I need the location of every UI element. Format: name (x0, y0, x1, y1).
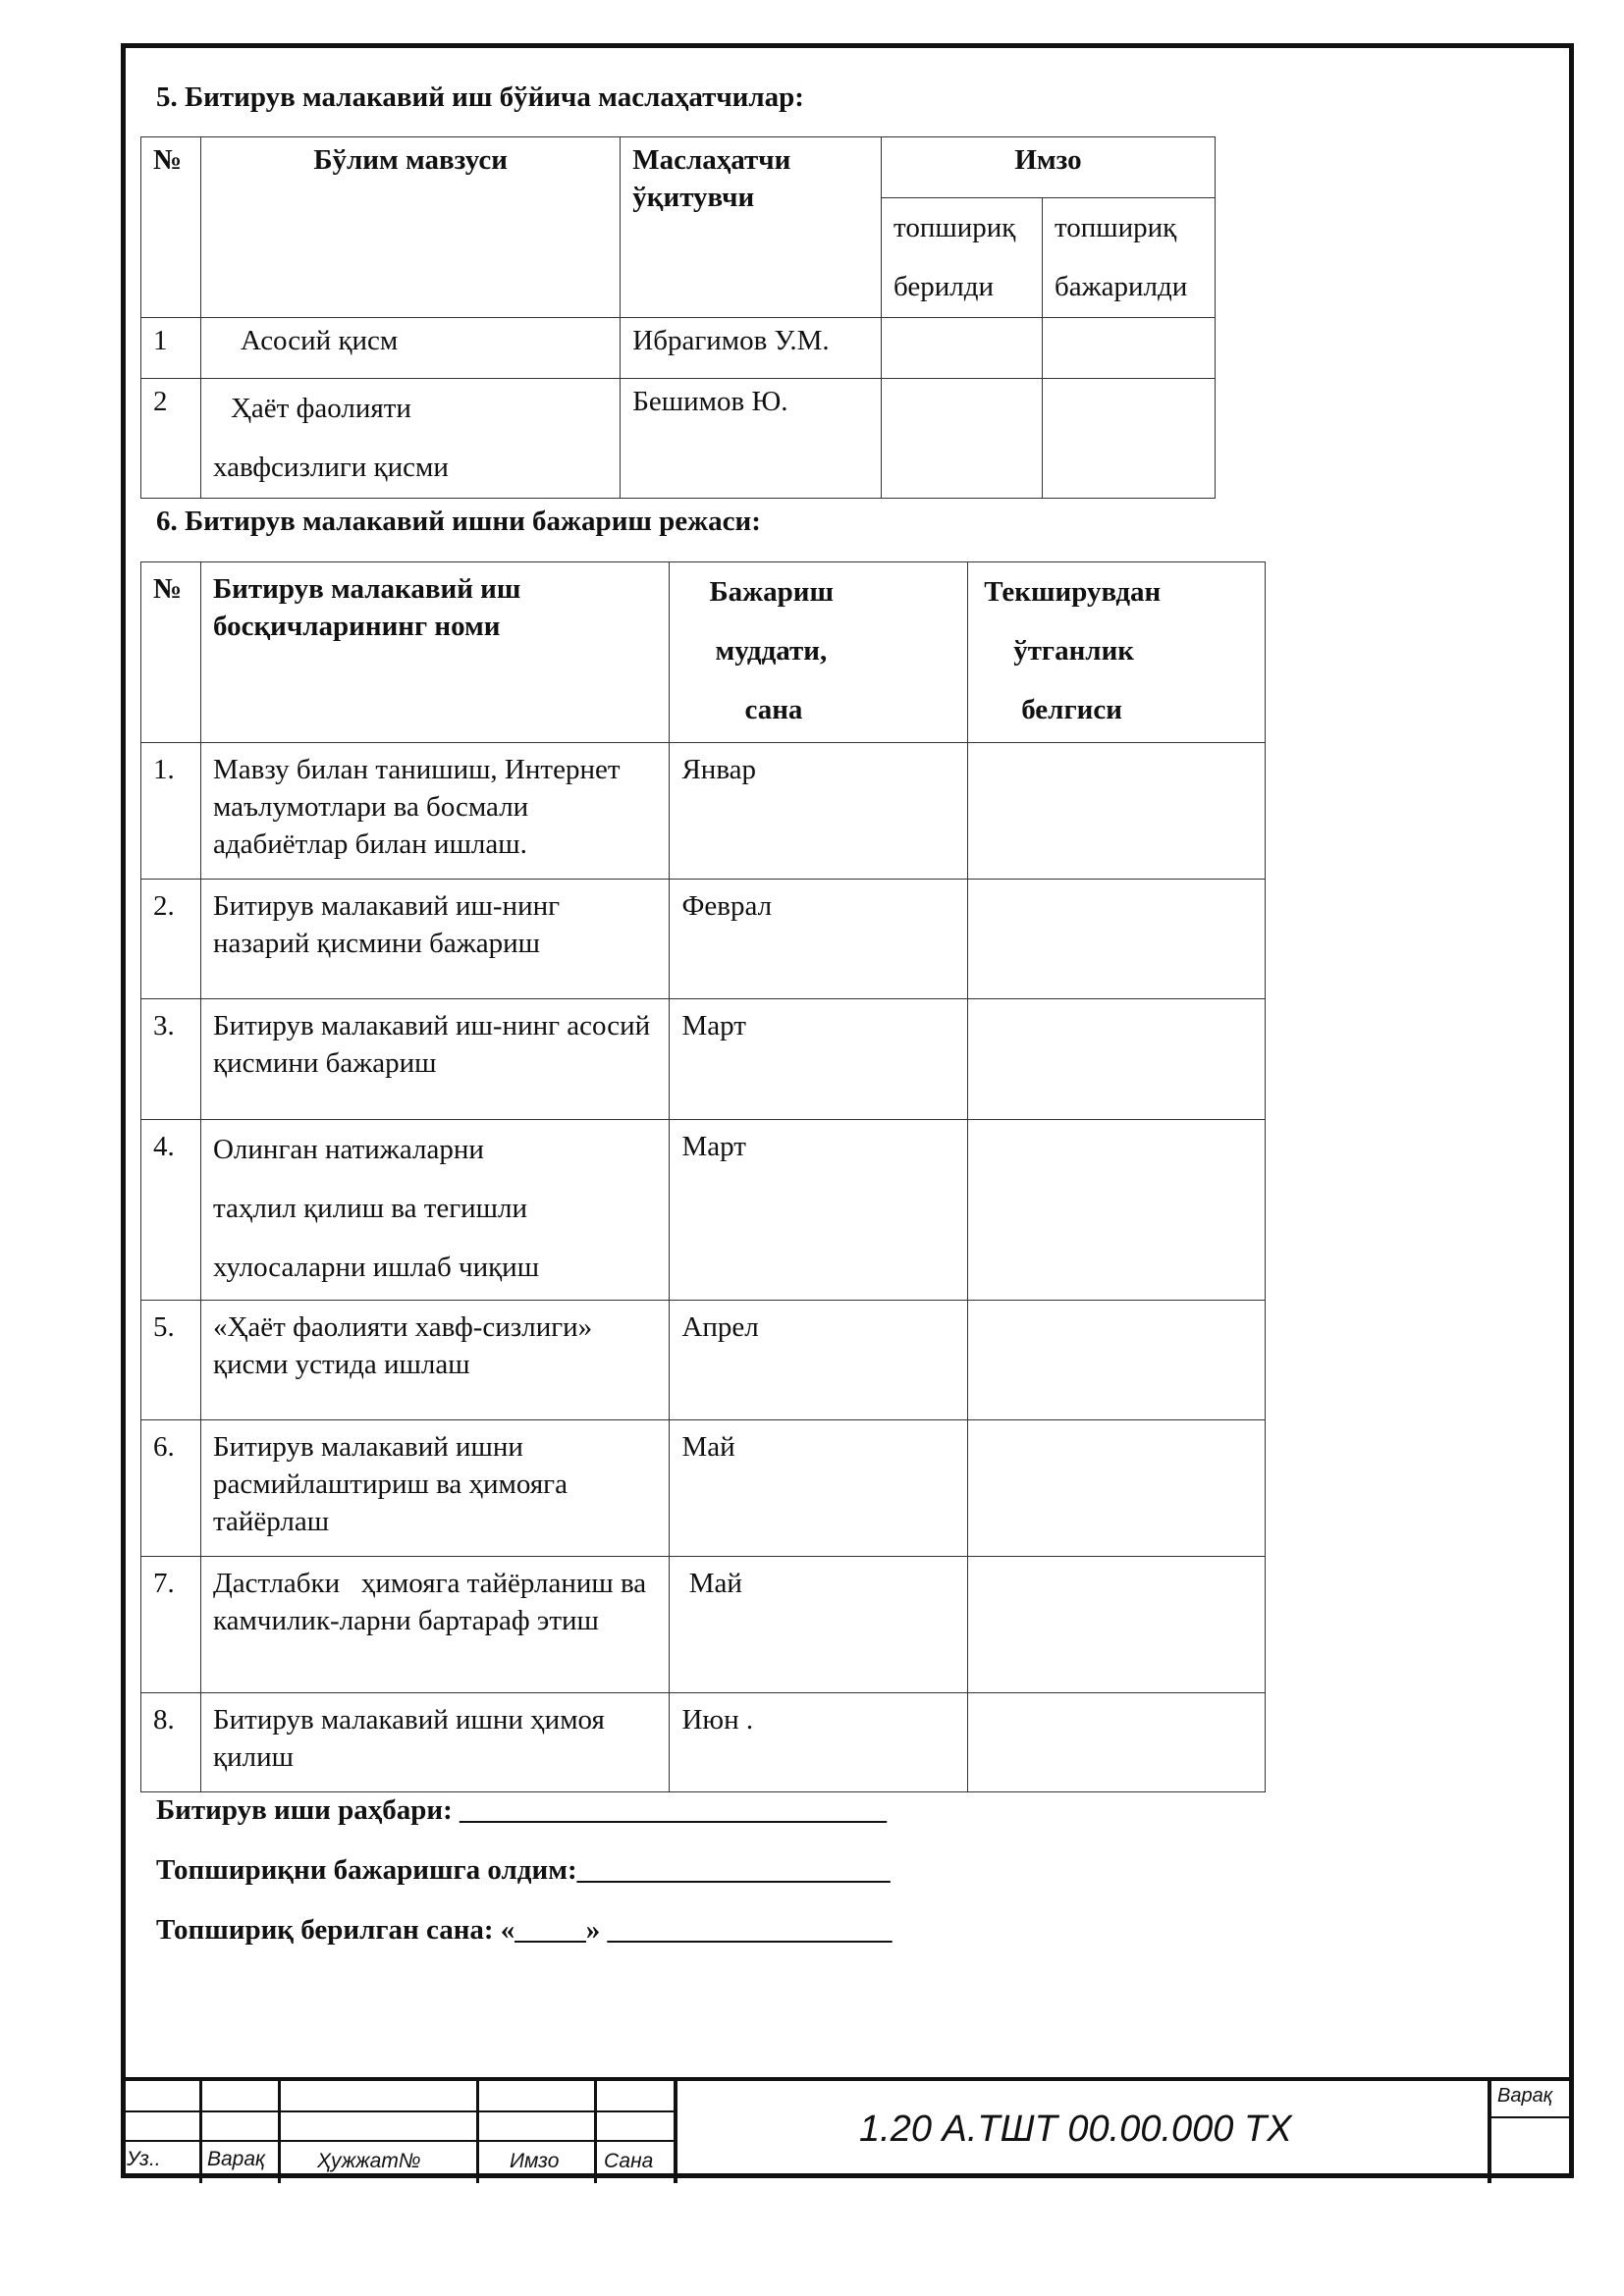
section5-title: 5. Битирув малакавий иш бўйича маслаҳатчилар: (156, 81, 804, 113)
row-stage: Битирув малакавий ишни расмийлаштириш ва ҳимояга тайёрлаш (200, 1420, 669, 1557)
table-row (141, 1557, 1266, 1693)
signature-cell (1043, 318, 1216, 379)
header-given: топшириқ берилди (882, 198, 1043, 318)
header-check (968, 562, 1266, 743)
document-code: 1.20 А.ТШТ 00.00.000 ТХ (859, 2109, 1292, 2150)
row-deadline: Апрел (670, 1301, 968, 1420)
row-stage: Битирув малакавий иш-нинг назарий қисмини бажариш (200, 880, 669, 999)
header-done: топшириқ бажарилди (1043, 198, 1216, 318)
row-num: 2. (141, 880, 201, 999)
row-stage (200, 1120, 669, 1301)
row-stage: Битирув малакавий ишни ҳимоя қилиш (200, 1693, 669, 1792)
check-cell (968, 1693, 1266, 1792)
header-deadline-line: Бажариш (709, 576, 834, 608)
header-advisor: Маслаҳатчи ўқитувчи (621, 137, 882, 318)
plan-table (140, 561, 1266, 1792)
table-row (141, 1420, 1266, 1557)
row-stage: Дастлабки ҳимояга тайёрланиш ва камчилик-ларни бартараф этиш (200, 1557, 669, 1693)
table-row (141, 880, 1266, 999)
row-advisor: Ибрагимов У.М. (621, 318, 882, 379)
advisors-table (140, 136, 1216, 499)
header-check-line: Текширувдан (984, 576, 1162, 608)
section6-title: 6. Битирув малакавий ишни бажариш режаси: (156, 506, 761, 537)
header-num: № (141, 562, 201, 743)
row-num: 1. (141, 743, 201, 880)
signature-cell (882, 379, 1043, 499)
stamp-col-varaq: Варақ (207, 2148, 265, 2170)
row-stage: Мавзу билан танишиш, Интернет маълумотлари ва босмали адабиётлар билан ишлаш. (200, 743, 669, 880)
table-row (141, 999, 1266, 1120)
supervisor-line: Битирув иши раҳбари: ______________________________ (156, 1794, 888, 1826)
header-check-line: ўтганлик (1013, 635, 1134, 667)
row-num: 6. (141, 1420, 201, 1557)
row-deadline: Июн . (670, 1693, 968, 1792)
row-num: 4. (141, 1120, 201, 1301)
check-cell (968, 999, 1266, 1120)
signature-cell (882, 318, 1043, 379)
row-stage-line: хулосаларни ишлаб чиқиш (212, 1252, 540, 1283)
row-deadline: Май (670, 1557, 968, 1693)
row-deadline: Феврал (670, 880, 968, 999)
table-row (141, 318, 1216, 379)
row-stage: «Ҳаёт фаолияти хавф-сизлиги» қисми устида ишлаш (200, 1301, 669, 1420)
row-topic (200, 379, 620, 499)
check-cell (968, 743, 1266, 880)
row-advisor: Бешимов Ю. (621, 379, 882, 499)
header-deadline (670, 562, 968, 743)
title-block (121, 2077, 1574, 2178)
accepted-line: Топшириқни бажаришга олдим:______________________ (156, 1854, 891, 1886)
check-cell (968, 1420, 1266, 1557)
check-cell (968, 1120, 1266, 1301)
date-line: Топшириқ берилган сана: «_____» ____________________ (156, 1914, 893, 1946)
row-deadline: Март (670, 1120, 968, 1301)
row-deadline: Май (670, 1420, 968, 1557)
row-topic-text: Асосий қисм (240, 325, 399, 356)
table-row (141, 743, 1266, 880)
check-cell (968, 1557, 1266, 1693)
header-signature: Имзо (882, 137, 1216, 198)
row-topic (200, 318, 620, 379)
row-num: 3. (141, 999, 201, 1120)
table-row (141, 379, 1216, 499)
row-num: 2 (141, 379, 201, 499)
row-stage-line: Олинган натижаларни (212, 1134, 484, 1165)
row-num: 8. (141, 1693, 201, 1792)
row-stage: Битирув малакавий иш-нинг асосий қисмини бажариш (200, 999, 669, 1120)
row-stage-line: таҳлил қилиш ва тегишли (212, 1193, 527, 1224)
table-row (141, 1693, 1266, 1792)
table-row (141, 1301, 1266, 1420)
row-deadline: Март (670, 999, 968, 1120)
stamp-sheet-label: Варақ (1497, 2085, 1553, 2107)
row-deadline: Январ (670, 743, 968, 880)
stamp-col-imzo: Имзо (510, 2150, 560, 2172)
header-stage: Битирув малакавий иш босқичларининг номи (200, 562, 669, 743)
stamp-col-uz: Уз.. (127, 2148, 161, 2170)
header-deadline-line: сана (744, 694, 803, 725)
header-check-line: белгиси (1021, 694, 1122, 725)
stamp-col-hujjat: Ҳужжат№ (317, 2150, 421, 2172)
row-num: 1 (141, 318, 201, 379)
table-row (141, 1120, 1266, 1301)
row-topic-line: хавфсизлиги қисми (212, 452, 449, 483)
row-num: 5. (141, 1301, 201, 1420)
header-deadline-line: муддати, (715, 635, 828, 667)
check-cell (968, 1301, 1266, 1420)
signature-cell (1043, 379, 1216, 499)
header-num: № (141, 137, 201, 318)
row-topic-line: Ҳаёт фаолияти (230, 393, 411, 424)
stamp-col-sana: Сана (604, 2150, 654, 2172)
row-num: 7. (141, 1557, 201, 1693)
header-topic: Бўлим мавзуси (200, 137, 620, 318)
check-cell (968, 880, 1266, 999)
